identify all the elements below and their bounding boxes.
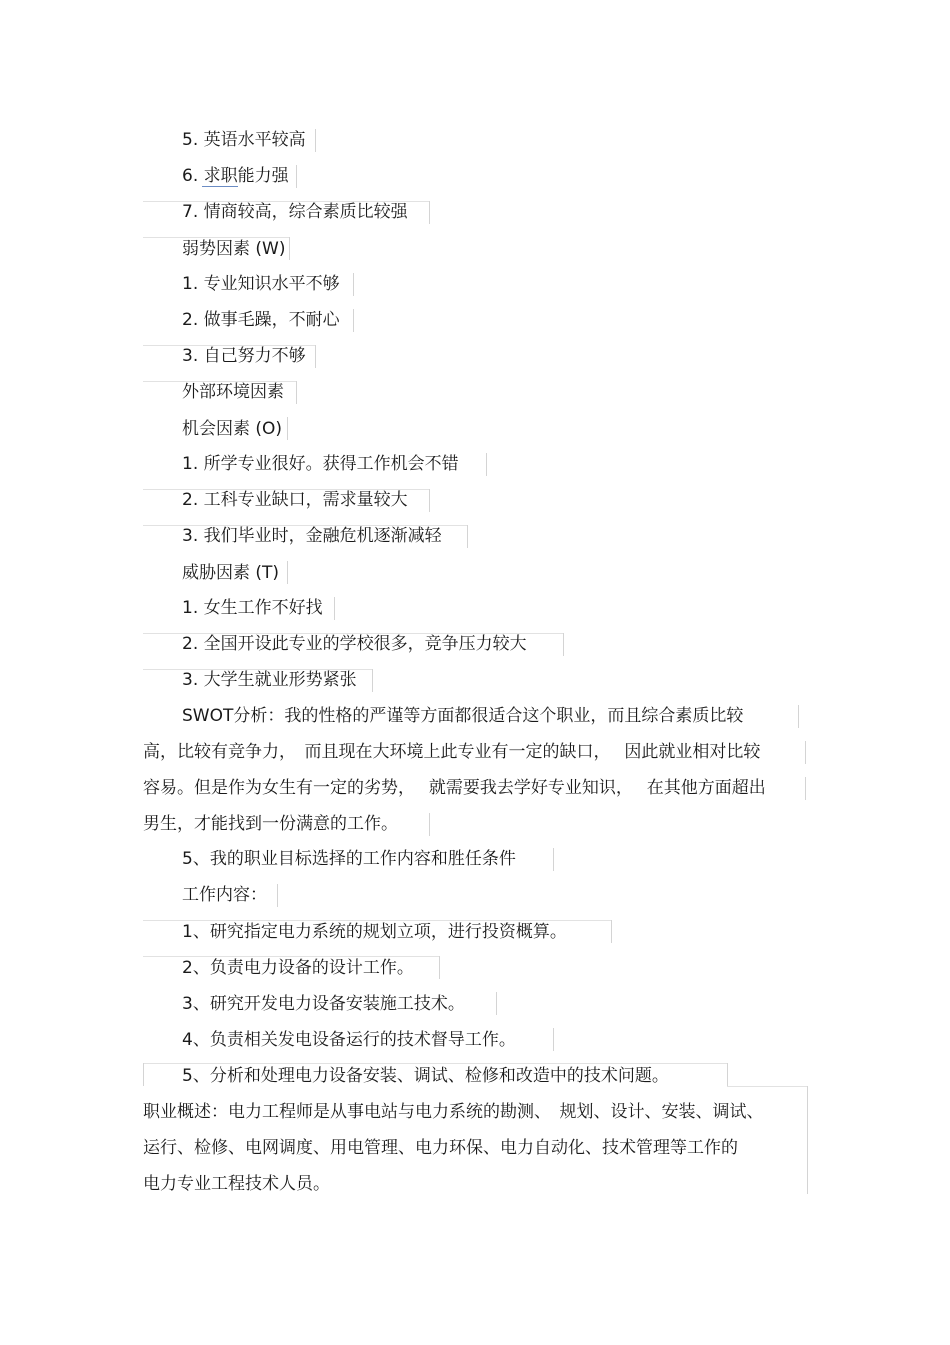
cell-border: [553, 848, 554, 871]
threat-heading: 威胁因素 (T): [182, 563, 280, 583]
swot-line-4: 男生，才能找到一份满意的工作。: [143, 814, 398, 834]
cell-border: [563, 633, 564, 656]
cell-border: [727, 1086, 807, 1087]
work-item-5: 5、分析和处理电力设备安装、调试、检修和改造中的技术问题。: [182, 1066, 669, 1086]
opportunity-heading: 机会因素 (O): [182, 419, 283, 439]
overview-line-1: 职业概述：电力工程师是从事电站与电力系统的勘测、 规划、设计、安装、调试、: [143, 1102, 764, 1122]
cell-border: [353, 309, 354, 332]
cell-border: [429, 489, 430, 512]
cell-border: [429, 201, 430, 224]
strength-item-7: 7. 情商较高，综合素质比较强: [182, 202, 408, 222]
cell-border: [553, 1028, 554, 1051]
cell-border: [807, 1086, 808, 1194]
threat-item-1: 1. 女生工作不好找: [182, 598, 323, 618]
cell-border: [496, 992, 497, 1015]
cell-border: [805, 777, 806, 800]
external-heading: 外部环境因素: [182, 382, 284, 402]
career-overview-paragraph: [143, 1094, 805, 1202]
cell-border: [798, 705, 799, 728]
overview-line-2: 运行、检修、电网调度、用电管理、电力环保、电力自动化、技术管理等工作的: [143, 1138, 738, 1158]
cell-border: [289, 237, 290, 260]
work-item-1: 1、研究指定电力系统的规划立项，进行投资概算。: [182, 922, 567, 942]
cell-border: [611, 920, 612, 943]
cell-border: [287, 561, 288, 584]
cell-border: [805, 741, 806, 764]
cell-border: [467, 525, 468, 548]
opportunity-item-1: 1. 所学专业很好。获得工作机会不错: [182, 454, 459, 474]
weakness-item-2: 2. 做事毛躁，不耐心: [182, 310, 340, 330]
cell-border: [334, 597, 335, 620]
strength-item-6: [182, 165, 289, 187]
cell-border: [429, 813, 430, 836]
spellcheck-underline: [202, 186, 238, 187]
strength-item-5: 5. 英语水平较高: [182, 130, 306, 150]
swot-analysis-paragraph: [143, 698, 805, 842]
cell-border: [296, 165, 297, 188]
overview-line-3: 电力专业工程技术人员。: [143, 1174, 330, 1194]
cell-border: [372, 669, 373, 692]
work-content-label: 工作内容：: [182, 885, 267, 905]
threat-item-3: 3. 大学生就业形势紧张: [182, 670, 357, 690]
cell-border: [277, 884, 278, 907]
cell-border: [727, 1063, 728, 1086]
weakness-item-3: 3. 自己努力不够: [182, 346, 306, 366]
cell-border: [315, 345, 316, 368]
swot-line-3: 容易。但是作为女生有一定的劣势， 就需要我去学好专业知识， 在其他方面超出: [143, 778, 766, 798]
opportunity-item-3: 3. 我们毕业时，金融危机逐渐减轻: [182, 526, 442, 546]
threat-item-2: 2. 全国开设此专业的学校很多，竞争压力较大: [182, 634, 527, 654]
opportunity-item-2: 2. 工科专业缺口，需求量较大: [182, 490, 408, 510]
strength-item-6-text: 6. 求职能力强: [182, 166, 289, 186]
cell-border: [287, 417, 288, 440]
swot-line-1: SWOT分析：我的性格的严谨等方面都很适合这个职业，而且综合素质比较: [182, 706, 744, 726]
weakness-heading: 弱势因素 (W): [182, 239, 286, 259]
swot-line-2: 高，比较有竞争力， 而且现在大环境上此专业有一定的缺口， 因此就业相对比较: [143, 742, 761, 762]
cell-border: [296, 381, 297, 404]
work-item-3: 3、研究开发电力设备安装施工技术。: [182, 994, 465, 1014]
cell-border: [439, 956, 440, 979]
cell-border: [486, 453, 487, 476]
cell-border: [353, 273, 354, 296]
weakness-item-1: 1. 专业知识水平不够: [182, 274, 340, 294]
section5-heading: 5、我的职业目标选择的工作内容和胜任条件: [182, 849, 516, 869]
cell-border: [143, 1063, 727, 1064]
cell-border: [315, 129, 316, 152]
work-item-2: 2、负责电力设备的设计工作。: [182, 958, 414, 978]
work-item-4: 4、负责相关发电设备运行的技术督导工作。: [182, 1030, 516, 1050]
cell-border: [143, 1063, 144, 1086]
